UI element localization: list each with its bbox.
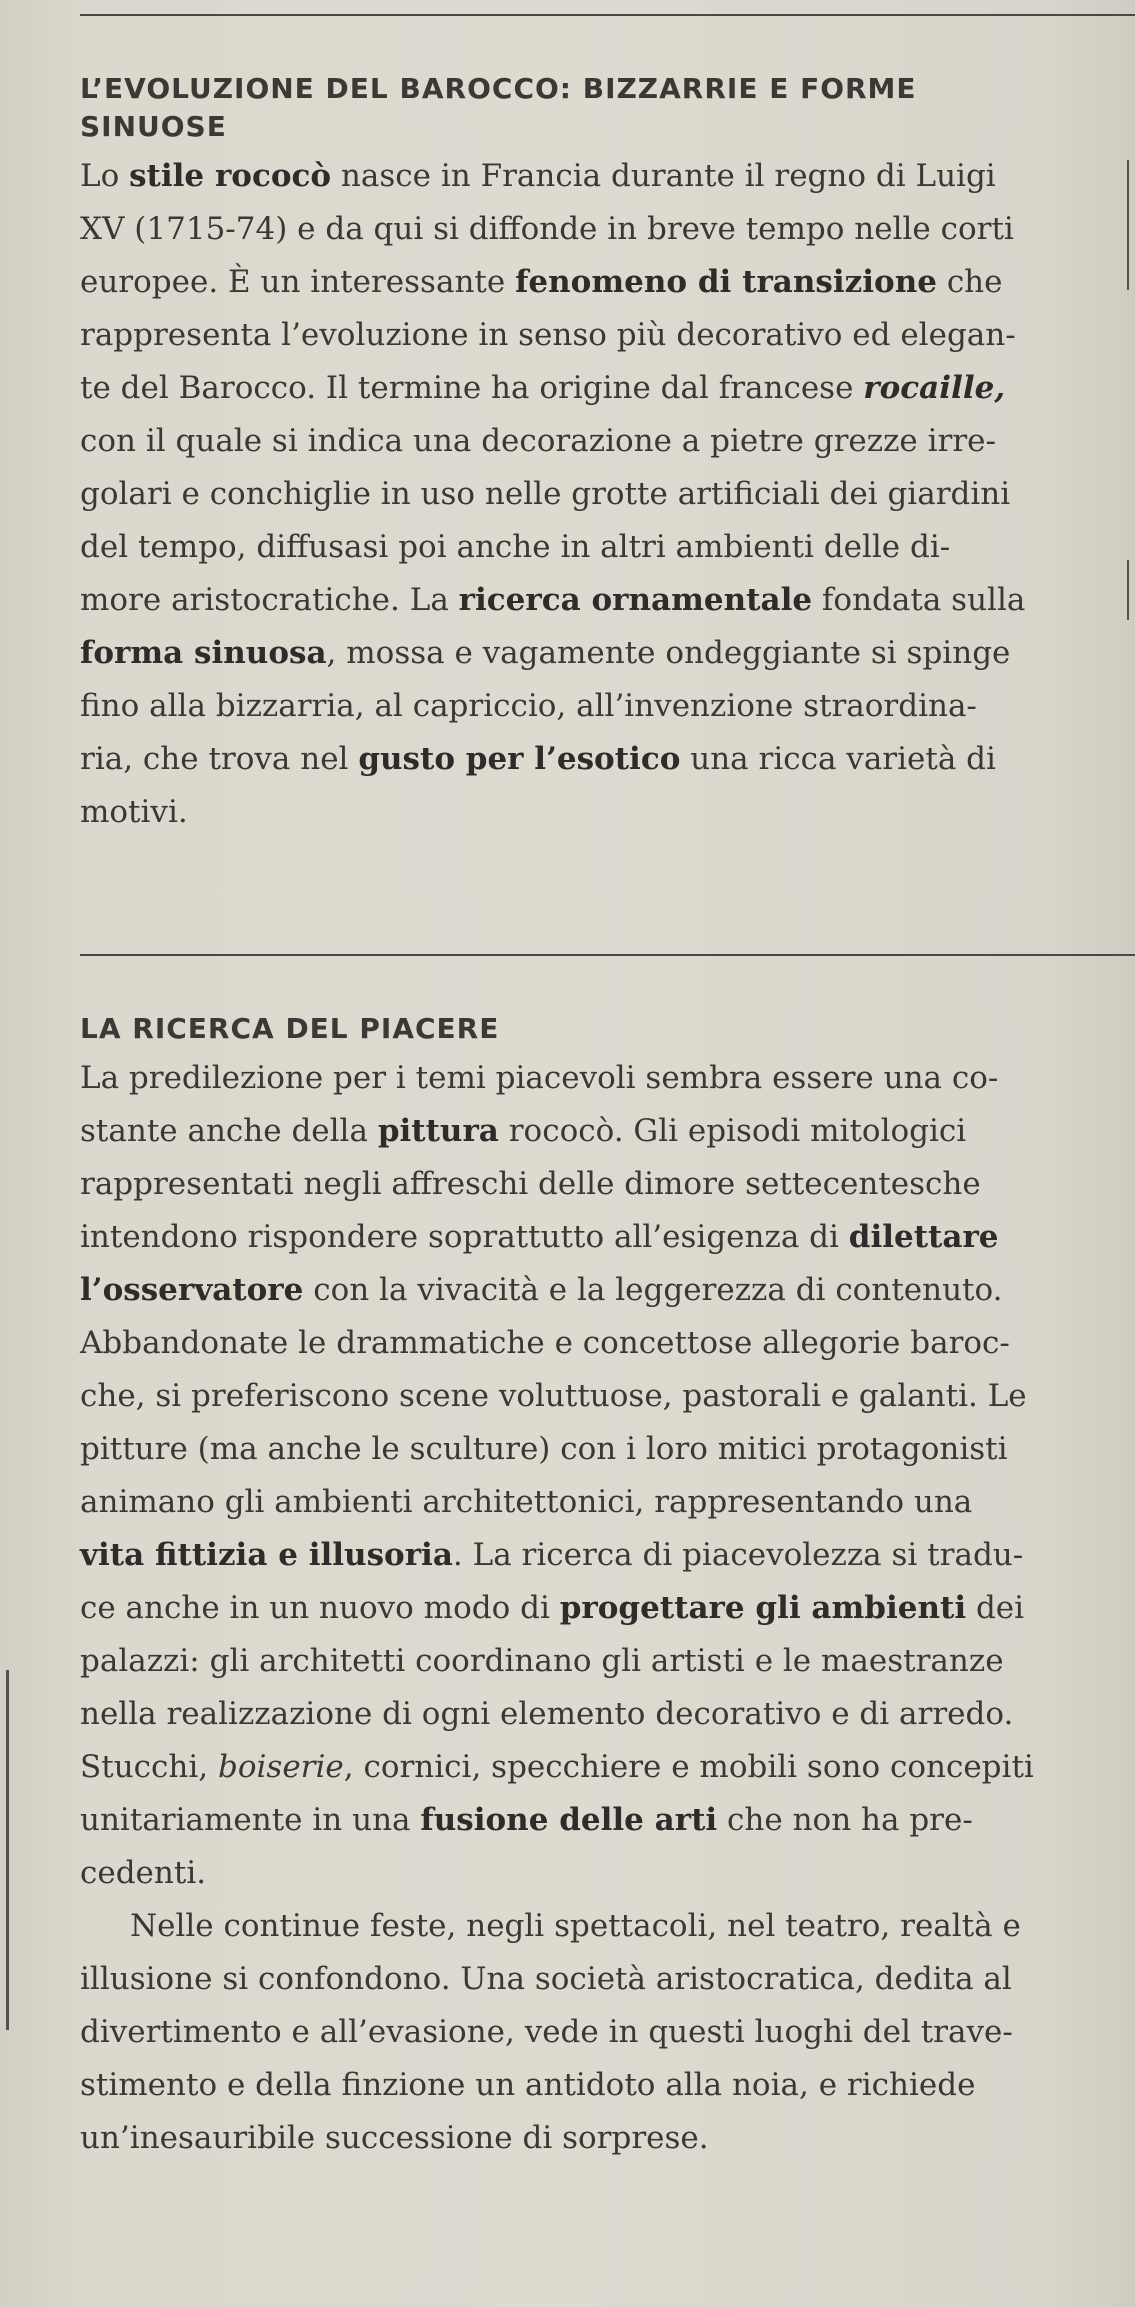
text-line: motivi. <box>80 794 188 830</box>
section-divider-rule <box>80 954 1135 956</box>
left-edge-mark <box>6 1670 9 2030</box>
right-edge-mark <box>1127 160 1129 290</box>
top-rule <box>80 14 1135 16</box>
text-line: vita fittizia e illusoria. La ricerca di piacevolezza si tradu- <box>80 1537 1024 1573</box>
text-line: l’osservatore con la vivacità e la leggerezza di contenuto. <box>80 1272 1003 1308</box>
text-line: cedenti. <box>80 1855 207 1891</box>
text-line: europee. È un interessante fenomeno di transizione che <box>80 264 1003 300</box>
text-line: ria, che trova nel gusto per l’esotico una ricca varietà di <box>80 741 996 777</box>
text-line: unitariamente in una fusione delle arti che non ha pre- <box>80 1802 973 1838</box>
text-line: nella realizzazione di ogni elemento decorativo e di arredo. <box>80 1696 1014 1732</box>
text-line: divertimento e all’evasione, vede in questi luoghi del trave- <box>80 2014 1013 2050</box>
text-line: stimento e della finzione un antidoto alla noia, e richiede <box>80 2067 976 2103</box>
text-line: golari e conchiglie in uso nelle grotte artificiali dei giardini <box>80 476 1011 512</box>
text-line: rappresenta l’evoluzione in senso più decorativo ed elegan- <box>80 317 1016 353</box>
text-line: Nelle continue feste, negli spettacoli, nel teatro, realtà e <box>130 1908 1021 1944</box>
text-line: pitture (ma anche le sculture) con i loro mitici protagonisti <box>80 1431 1008 1467</box>
text-line: del tempo, diffusasi poi anche in altri ambienti delle di- <box>80 529 951 565</box>
text-line: rappresentati negli affreschi delle dimore settecentesche <box>80 1166 981 1202</box>
section-body <box>80 1052 1080 2165</box>
section-heading: L’EVOLUZIONE DEL BAROCCO: BIZZARRIE E FORME SINUOSE <box>80 72 917 143</box>
section-evoluzione-barocco <box>80 70 1080 839</box>
text-line: Lo stile rococò nasce in Francia durante il regno di Luigi <box>80 158 996 194</box>
text-line: animano gli ambienti architettonici, rappresentando una <box>80 1484 973 1520</box>
text-line: ce anche in un nuovo modo di progettare gli ambienti dei <box>80 1590 1025 1626</box>
text-line: more aristocratiche. La ricerca ornamentale fondata sulla <box>80 582 1026 618</box>
text-line: La predilezione per i temi piacevoli sembra essere una co- <box>80 1060 999 1096</box>
text-line: Abbandonate le drammatiche e concettose allegorie baroc- <box>80 1325 1010 1361</box>
text-line: XV (1715-74) e da qui si diffonde in breve tempo nelle corti <box>80 211 1014 247</box>
text-line: con il quale si indica una decorazione a pietre grezze irre- <box>80 423 996 459</box>
text-line: intendono rispondere soprattutto all’esigenza di dilettare <box>80 1219 999 1255</box>
right-edge-mark <box>1127 560 1129 620</box>
text-line: palazzi: gli architetti coordinano gli artisti e le maestranze <box>80 1643 1004 1679</box>
text-line: stante anche della pittura rococò. Gli episodi mitologici <box>80 1113 967 1149</box>
text-line: forma sinuosa, mossa e vagamente ondeggiante si spinge <box>80 635 1011 671</box>
text-line: Stucchi, boiserie, cornici, specchiere e mobili sono concepiti <box>80 1749 1034 1785</box>
section-heading: LA RICERCA DEL PIACERE <box>80 1012 500 1045</box>
text-line: fino alla bizzarria, al capriccio, all’invenzione straordina- <box>80 688 977 724</box>
section-ricerca-piacere <box>80 1010 1080 2165</box>
text-line: che, si preferiscono scene voluttuose, pastorali e galanti. Le <box>80 1378 1027 1414</box>
text-line: te del Barocco. Il termine ha origine dal francese rocaille, <box>80 370 1006 406</box>
section-body <box>80 150 1080 839</box>
text-line: un’inesauribile successione di sorprese. <box>80 2120 709 2156</box>
text-line: illusione si confondono. Una società aristocratica, dedita al <box>80 1961 1012 1997</box>
